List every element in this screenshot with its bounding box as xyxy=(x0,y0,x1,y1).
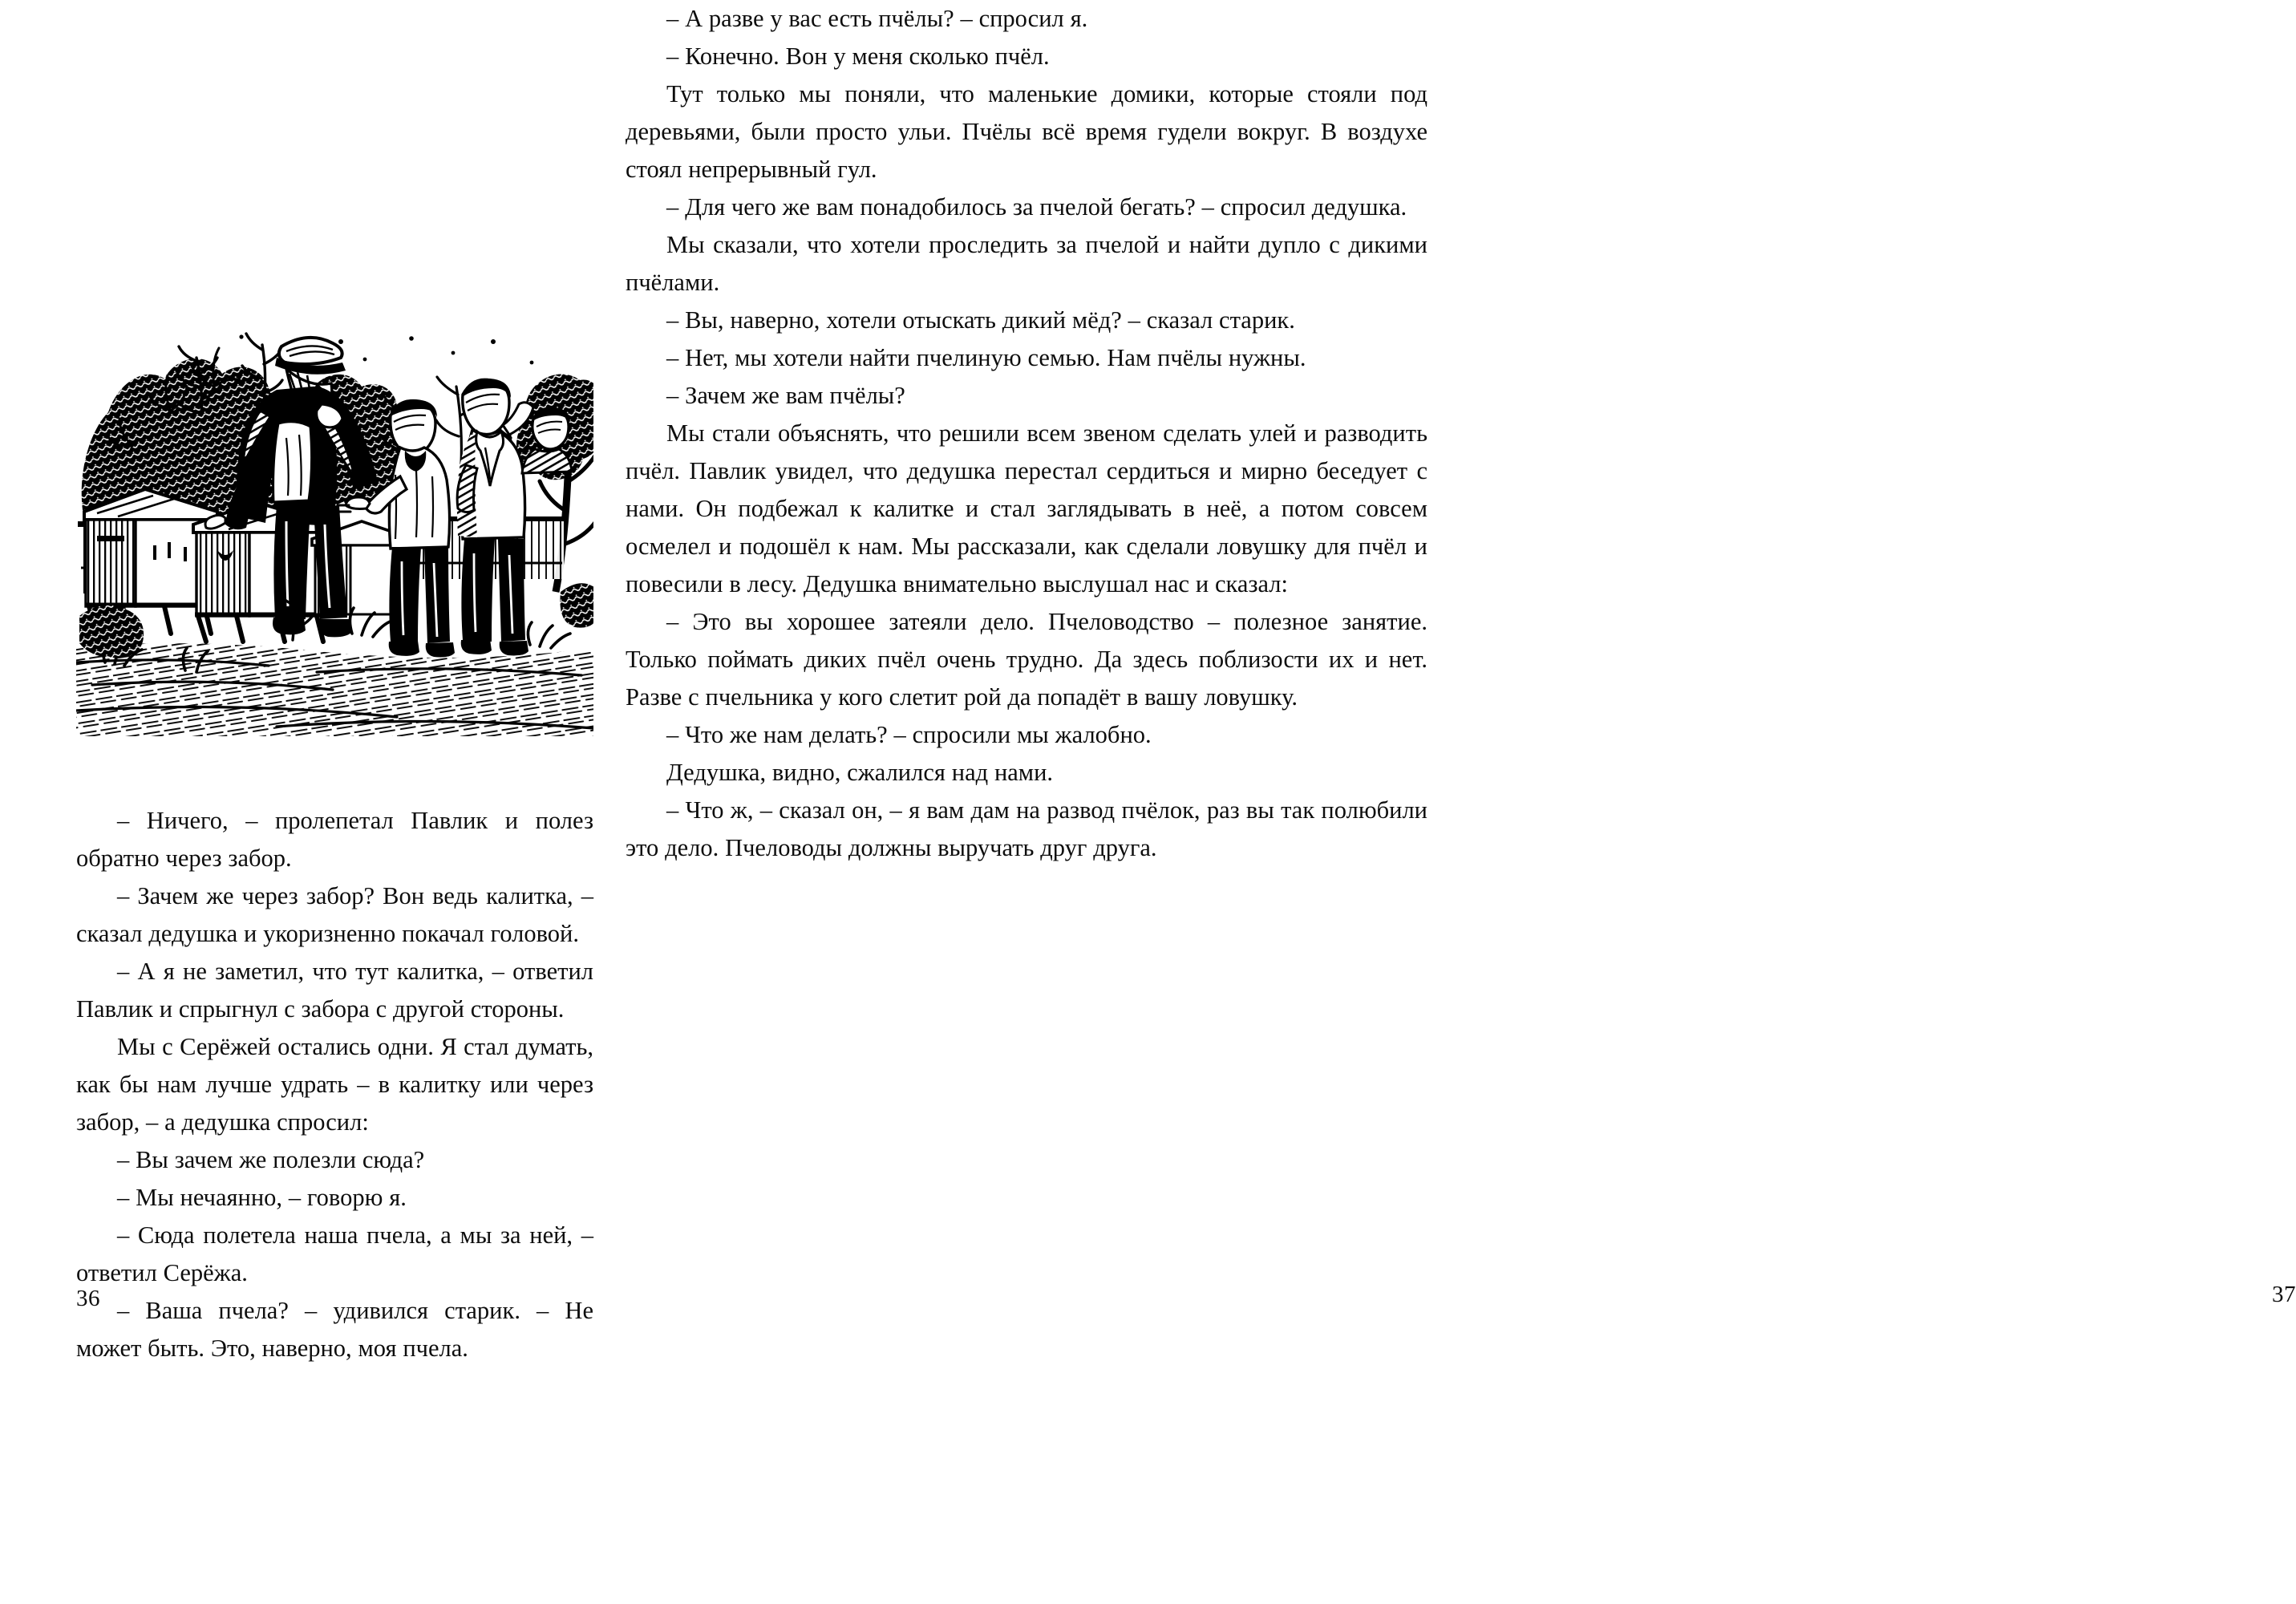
paragraph: – Сюда полетела наша пчела, а мы за ней, – ответил Серёжа. xyxy=(76,1221,593,1286)
paragraph: Мы с Серёжей остались одни. Я стал думать, как бы нам лучше удрать – в калитку или через забор, – а дедушка спросил: xyxy=(76,1033,593,1136)
paragraph: – Что же нам делать? – спросили мы жалобно. xyxy=(666,721,1152,748)
paragraph: – Вы зачем же полезли сюда? xyxy=(117,1146,425,1173)
paragraph: – А разве у вас есть пчёлы? – спросил я. xyxy=(666,5,1088,32)
left-page-textblock xyxy=(76,802,593,1367)
paragraph: – Для чего же вам понадобилось за пчелой бегать? – спросил дедушка. xyxy=(666,193,1407,221)
paragraph: Мы сказали, что хотели проследить за пчелой и найти дупло с дикими пчёлами. xyxy=(626,231,1427,296)
paragraph: Мы стали объяснять, что решили всем звеном сделать улей и разводить пчёл. Павлик увидел, что дедушка перестал сердиться и мирно беседует с нами. Он подбежал к калитке и стал заглядывать в неё, а потом совсем осмелел и подошёл к нам. Мы рассказали, как сделали ловушку для пчёл и повесили в лесу. Дедушка внимательно выслушал нас и сказал: xyxy=(626,419,1427,597)
beekeeper-and-boys-illustration xyxy=(76,310,593,736)
page-number-right: 37 xyxy=(2272,1282,2296,1307)
paragraph: – Что ж, – сказал он, – я вам дам на развод пчёлок, раз вы так полюбили это дело. Пчеловоды должны выручать друг друга. xyxy=(626,796,1427,861)
paragraph: Дедушка, видно, сжалился над нами. xyxy=(666,759,1054,786)
paragraph: Тут только мы поняли, что маленькие домики, которые стояли под деревьями, были просто ульи. Пчёлы всё время гудели вокруг. В воздухе стоял непрерывный гул. xyxy=(626,80,1427,183)
page-number-left: 36 xyxy=(76,1286,100,1311)
right-page-textblock xyxy=(626,0,1427,867)
paragraph: – Ничего, – пролепетал Павлик и полез обратно через забор. xyxy=(76,807,593,872)
paragraph: – А я не заметил, что тут калитка, – ответил Павлик и спрыгнул с забора с другой стороны. xyxy=(76,958,593,1023)
paragraph: – Вы, наверно, хотели отыскать дикий мёд? – сказал старик. xyxy=(666,306,1295,334)
paragraph: – Это вы хорошее затеяли дело. Пчеловодство – полезное занятие. Только поймать диких пчёл очень трудно. Да здесь поблизости их и нет. Разве с пчельника у кого слетит рой да попадёт в вашу ловушку. xyxy=(626,608,1427,711)
paragraph: – Конечно. Вон у меня сколько пчёл. xyxy=(666,43,1050,70)
paragraph: – Зачем же вам пчёлы? xyxy=(666,382,905,409)
paragraph: – Мы нечаянно, – говорю я. xyxy=(117,1184,407,1211)
paragraph: – Нет, мы хотели найти пчелиную семью. Нам пчёлы нужны. xyxy=(666,344,1306,371)
right-page xyxy=(626,0,2296,1604)
paragraph: – Ваша пчела? – удивился старик. – Не может быть. Это, наверно, моя пчела. xyxy=(76,1297,593,1362)
paragraph: – Зачем же через забор? Вон ведь калитка, – сказал дедушка и укоризненно покачал головой. xyxy=(76,882,593,947)
